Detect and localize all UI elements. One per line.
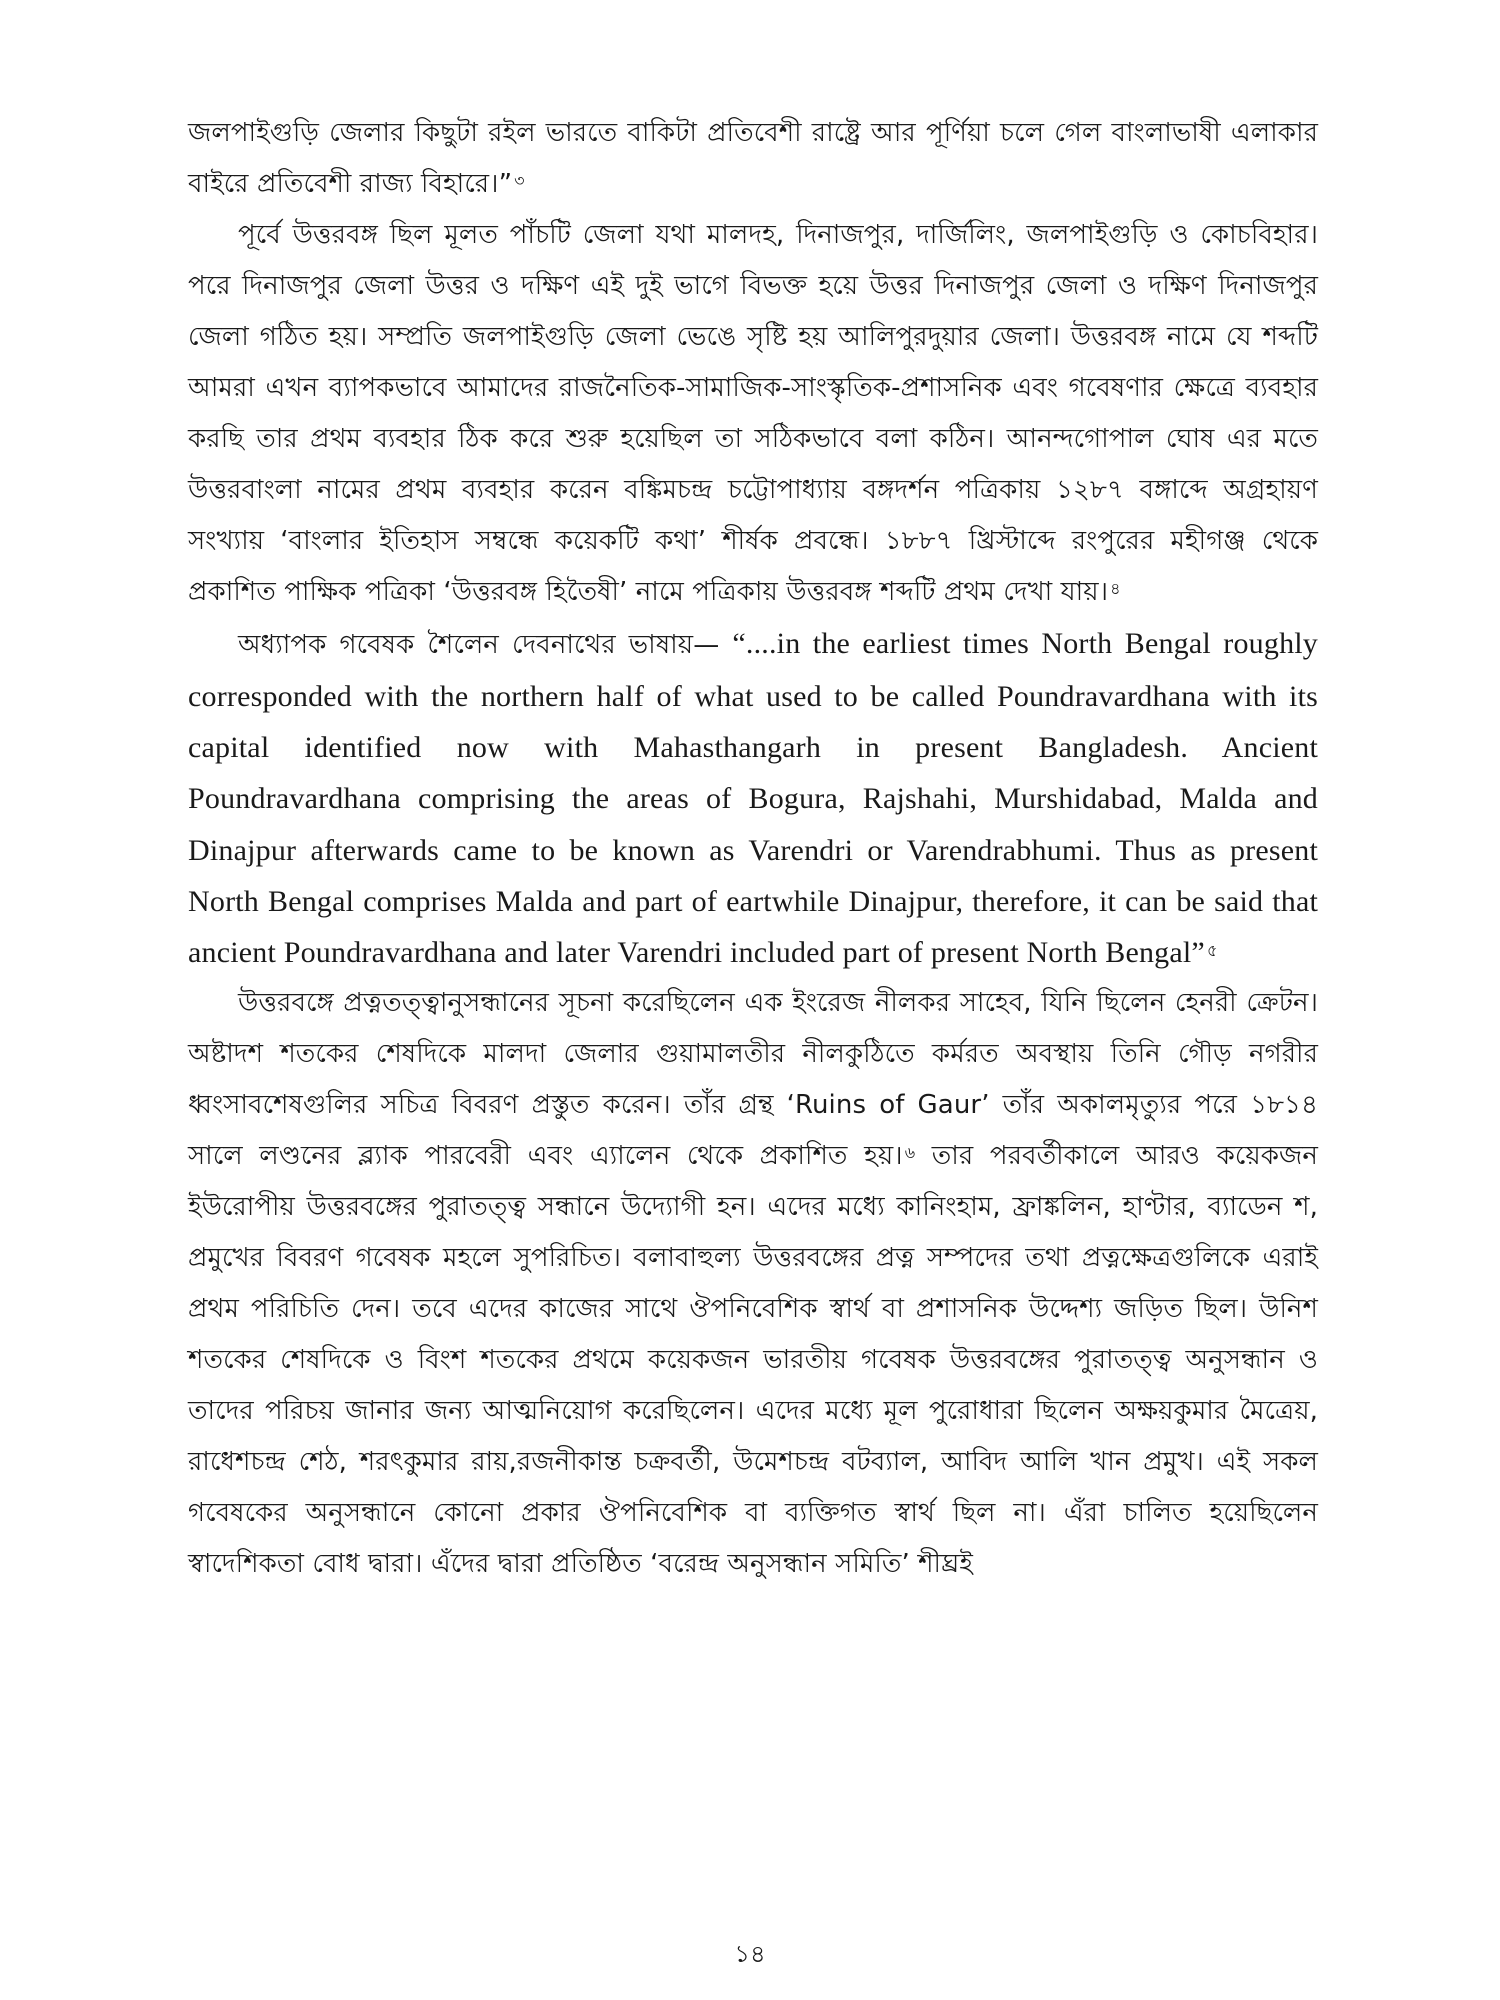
paragraph-1-text: জলপাইগুড়ি জেলার কিছুটা রইল ভারতে বাকিটা প্রতিবেশী রাষ্ট্রে আর পূর্ণিয়া চলে গেল বাংলাভাষী এলাকার বাইরে প্রতিবেশী রাজ্য বিহারে।”: [188, 118, 1318, 199]
paragraph-4: [188, 978, 1318, 1590]
footnote-ref-4: ৪: [1110, 579, 1121, 598]
paragraph-3-quote: [188, 618, 1318, 978]
paragraph-2: [188, 210, 1318, 618]
body-text: [188, 108, 1318, 1590]
page-number: ১৪: [734, 1940, 766, 1968]
paragraph-1: [188, 108, 1318, 210]
footnote-ref-6: ৬: [904, 1143, 916, 1163]
english-quote-text: “....in the earliest times North Bengal roughly corresponded with the northern half of what used to be called Poundravardhana with its capital identified now with Mahasthangarh in present Bangladesh. Ancient Poundravardhana comprising the areas of Bogura, Rajshahi, Murshidabad, Malda and Dinajpur afterwards came to be known as Varendri or Varendrabhumi. Thus as present North Bengal comprises Malda and part of eartwhile Dinajpur, therefore, it can be said that ancient Poundravardhana and later Varendri included part of present North Bengal”: [188, 627, 1319, 970]
paragraph-4-text-b: তার পরবর্তীকালে আরও কয়েকজন ইউরোপীয় উত্তরবঙ্গের পুরাতত্ত্ব সন্ধানে উদ্যোগী হন। এদের মধ্যে কানিংহাম, ফ্রাঙ্কলিন, হাণ্টার, ব্যাডেন শ, প্রমুখের বিবরণ গবেষক মহলে সুপরিচিত। বলাবাহুল্য উত্তরবঙ্গের প্রত্ন সম্পদের তথা প্রত্নক্ষেত্রগুলিকে এরাই প্রথম পরিচিতি দেন। তবে এদের কাজের সাথে ঔপনিবেশিক স্বার্থ বা প্রশাসনিক উদ্দেশ্য জড়িত ছিল। উনিশ শতকের শেষদিকে ও বিংশ শতকের প্রথমে কয়েকজন ভারতীয় গবেষক উত্তরবঙ্গের পুরাতত্ত্ব অনুসন্ধান ও তাদের পরিচয় জানার জন্য আত্মনিয়োগ করেছিলেন। এদের মধ্যে মূল পুরোধারা ছিলেন অক্ষয়কুমার মৈত্রেয়, রাধেশচন্দ্র শেঠ, শরৎকুমার রায়,রজনীকান্ত চক্রবর্তী, উমেশচন্দ্র বটব্যাল, আবিদ আলি খান প্রমুখ। এই সকল গবেষকের অনুসন্ধানে কোনো প্রকার ঔপনিবেশিক বা ব্যক্তিগত স্বার্থ ছিল না। এঁরা চালিত হয়েছিলেন স্বাদেশিকতা বোধ দ্বারা। এঁদের দ্বারা প্রতিষ্ঠিত ‘বরেন্দ্র অনুসন্ধান সমিতি’ শীঘ্রই: [188, 1141, 1319, 1580]
footnote-ref-3: ৩: [514, 171, 525, 190]
paragraph-2-text: পূর্বে উত্তরবঙ্গ ছিল মূলত পাঁচটি জেলা যথা মালদহ, দিনাজপুর, দার্জিলিং, জলপাইগুড়ি ও কোচবিহার। পরে দিনাজপুর জেলা উত্তর ও দক্ষিণ এই দুই ভাগে বিভক্ত হয়ে উত্তর দিনাজপুর জেলা ও দক্ষিণ দিনাজপুর জেলা গঠিত হয়। সম্প্রতি জলপাইগুড়ি জেলা ভেঙে সৃষ্টি হয় আলিপুরদুয়ার জেলা। উত্তরবঙ্গ নামে যে শব্দটি আমরা এখন ব্যাপকভাবে আমাদের রাজনৈতিক-সামাজিক-সাংস্কৃতিক-প্রশাসনিক এবং গবেষণার ক্ষেত্রে ব্যবহার করছি তার প্রথম ব্যবহার ঠিক করে শুরু হয়েছিল তা সঠিকভাবে বলা কঠিন। আনন্দগোপাল ঘোষ এর মতে উত্তরবাংলা নামের প্রথম ব্যবহার করেন বঙ্কিমচন্দ্র চট্টোপাধ্যায় বঙ্গদর্শন পত্রিকায় ১২৮৭ বঙ্গাব্দে অগ্রহায়ণ সংখ্যায় ‘বাংলার ইতিহাস সম্বন্ধে কয়েকটি কথা’ শীর্ষক প্রবন্ধে। ১৮৮৭ খ্রিস্টাব্দে রংপুরের মহীগঞ্জ থেকে প্রকাশিত পাক্ষিক পত্রিকা ‘উত্তরবঙ্গ হিতৈষী’ নামে পত্রিকায় উত্তরবঙ্গ শব্দটি প্রথম দেখা যায়।: [188, 220, 1318, 607]
paragraph-4-text-a: উত্তরবঙ্গে প্রত্নতত্ত্বানুসন্ধানের সূচনা করেছিলেন এক ইংরেজ নীলকর সাহেব, যিনি ছিলেন হেনরী ক্রেটন। অষ্টাদশ শতকের শেষদিকে মালদা জেলার গুয়ামালতীর নীলকুঠিতে কর্মরত অবস্থায় তিনি গৌড় নগরীর ধ্বংসাবশেষগুলির সচিত্র বিবরণ প্রস্তুত করেন। তাঁর গ্রন্থ ‘Ruins of Gaur’ তাঁর অকালমৃত্যুর পরে ১৮১৪ সালে লণ্ডনের ব্ল্যাক পারবেরী এবং এ্যালেন থেকে প্রকাশিত হয়।: [188, 988, 1318, 1172]
footnote-ref-5: ৫: [1206, 941, 1218, 961]
quote-intro-text: অধ্যাপক গবেষক শৈলেন দেবনাথের ভাষায়—: [238, 630, 733, 660]
